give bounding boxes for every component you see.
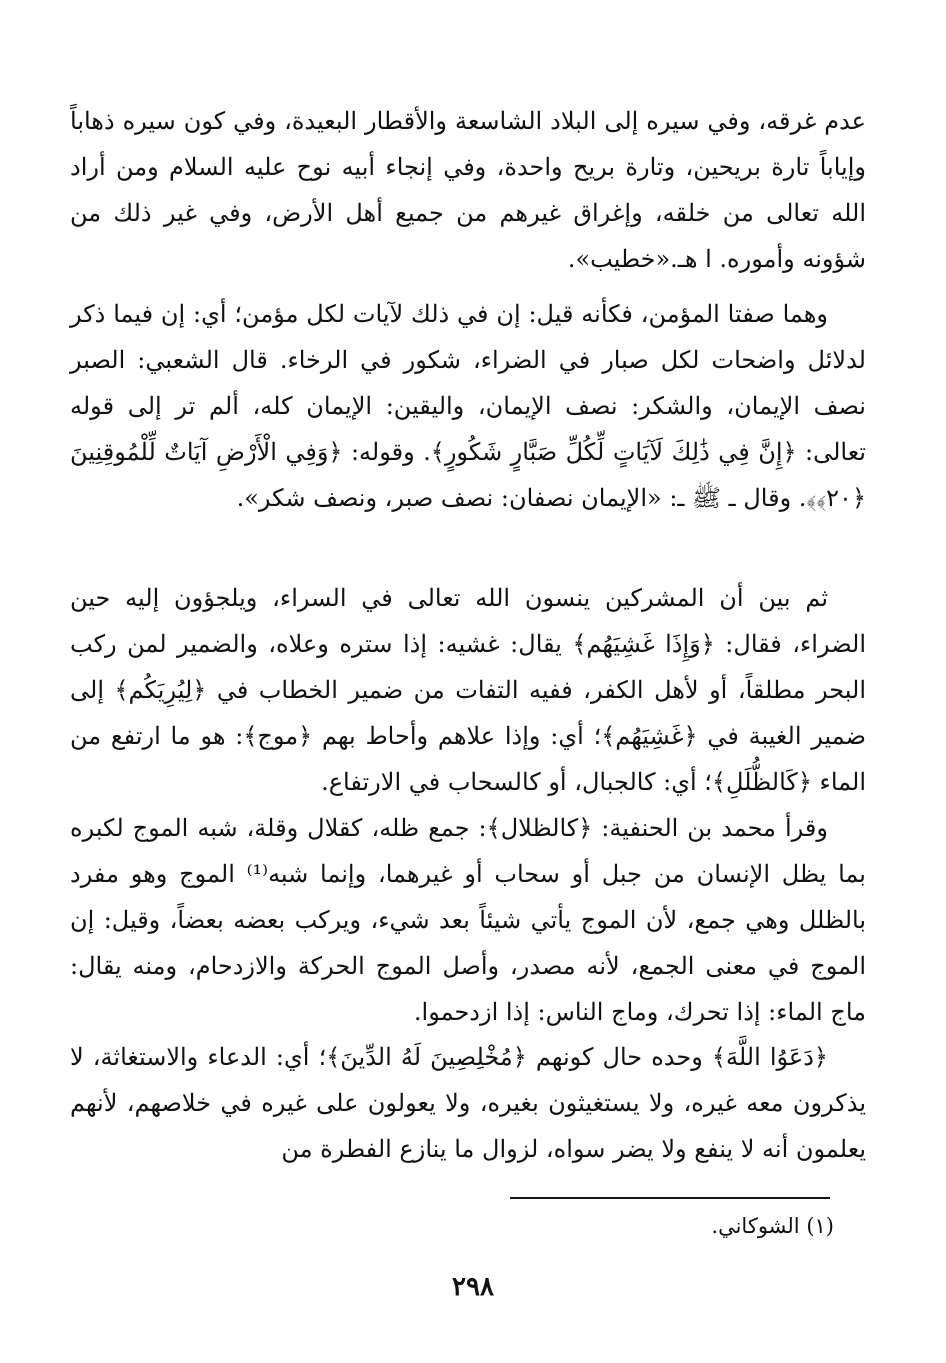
paragraph-believer-traits: وهما صفتا المؤمن، فكأنه قيل: إن في ذلك لآيات لكل مؤمن؛ أي: إن فيما ذكر لدلائل واضحات لكل صبار في الضراء، شكور في الرخاء. قال الشعبي: الصبر نصف الإيمان، والشكر: نصف الإيمان، واليقين: الإيمان كله، ألم تر إلى قوله تعالى: ﴿إِنَّ فِي ذَٰلِكَ لَآيَاتٍ لِّكُلِّ صَبَّارٍ شَكُورٍ﴾. وقوله: ﴿وَفِي الْأَرْضِ آيَاتٌ لِّلْمُوقِنِينَ ﴿٢٠﴾﴾. وقال ـ ﷺ ـ: «الإيمان نصفان: نصف صبر، ونصف شكر». [70, 300, 866, 512]
footnote-divider [510, 1197, 830, 1199]
footnote: (١) الشوكاني. [711, 1214, 834, 1238]
paragraph-supplication: ﴿دَعَوُا اللَّهَ﴾ وحده حال كونهم ﴿مُخْلِصِينَ لَهُ الدِّينَ﴾؛ أي: الدعاء والاستغاثة، لا يذكرون معه غيره، ولا يستغيثون بغيره، ولا يعولون على غيره في خلاصهم، لأنهم يعلمون أنه لا ينفع ولا يضر سواه، لزوال ما ينازع الفطرة من [70, 1043, 866, 1163]
paragraph-polytheists: ثم بين أن المشركين ينسون الله تعالى في السراء، ويلجؤون إليه حين الضراء، فقال: ﴿وَإِذَا غَشِيَهُم﴾ يقال: غشيه: إذا ستره وعلاه، والضمير لمن ركب البحر مطلقاً، أو لأهل الكفر، ففيه التفات من ضمير الخطاب في ﴿لِيُرِيَكُم﴾ إلى ضمير الغيبة في ﴿غَشِيَهُم﴾؛ أي: وإذا علاهم وأحاط بهم ﴿موج﴾: هو ما ارتفع من الماء ﴿كَالظُّلَلِ﴾؛ أي: كالجبال، أو كالسحاب في الارتفاع. [70, 584, 866, 796]
page-number: ٢٩٨ [452, 1272, 494, 1302]
paragraph-reading-ibn-hanafiyya: وقرأ محمد بن الحنفية: ﴿كالظلال﴾: جمع ظله، كقلال وقلة، شبه الموج لكبره بما يظل الإنسان من جبل أو سحاب أو غيرهما، وإنما شبه⁽¹⁾ الموج وهو مفرد بالظلل وهي جمع، لأن الموج يأتي شيئاً بعد شيء، ويركب بعضه بعضاً، وقيل: إن الموج في معنى الجمع، لأنه مصدر، وأصل الموج الحركة والازدحام، ومنه يقال: ماج الماء: إذا تحرك، وماج الناس: إذا ازدحموا. [70, 814, 866, 1026]
paragraph-continuation: عدم غرقه، وفي سيره إلى البلاد الشاسعة والأقطار البعيدة، وفي كون سيره ذهاباً وإياباً تارة بريحين، وتارة بريح واحدة، وفي إنجاء أبيه نوح عليه السلام ومن أراد الله تعالى من خلقه، وإغراق غيرهم من جميع أهل الأرض، وفي غير ذلك من شؤونه وأموره. ا هـ.«خطيب». [70, 107, 866, 273]
